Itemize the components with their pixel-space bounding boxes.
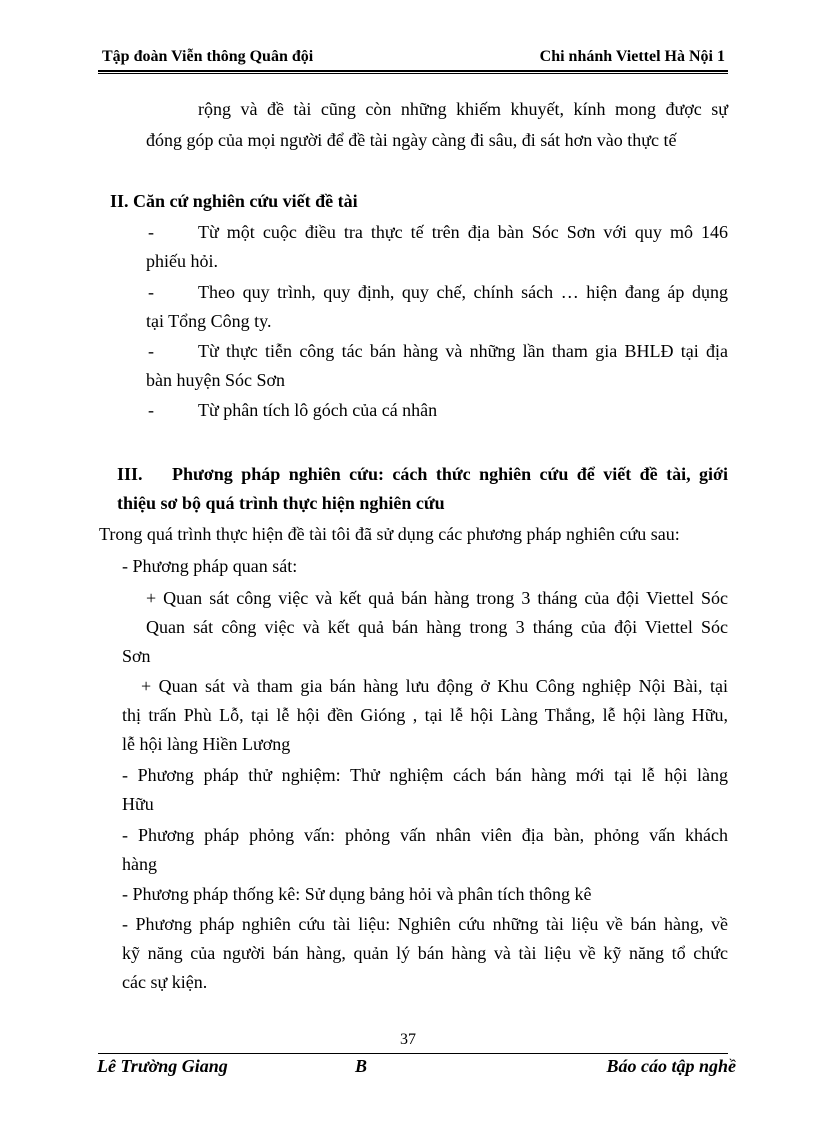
observe-b-line-1: + Quan sát và tham gia bán hàng lưu động ở Khu Công nghiệp Nội Bài, tại <box>141 676 728 696</box>
interview-line-2: hàng <box>122 854 157 874</box>
experiment-line-1: - Phương pháp thử nghiệm: Thử nghiệm cách bán hàng mới tại lễ hội làng <box>122 765 728 785</box>
header-branch: Chi nhánh Viettel Hà Nội 1 <box>539 48 725 65</box>
section-3-title-line-2: thiệu sơ bộ quá trình thực hiện nghiên cứu <box>117 493 445 513</box>
observe-a-line-2: Quan sát công việc và kết quả bán hàng trong 3 tháng của đội Viettel Sóc <box>146 617 728 637</box>
research-line-1: - Phương pháp nghiên cứu tài liệu: Nghiên cứu những tài liệu về bán hàng, về <box>122 914 728 934</box>
section-3-number: III. <box>117 464 143 484</box>
bullet-1-line-2: phiếu hỏi. <box>146 251 218 271</box>
page-number: 37 <box>400 1031 416 1048</box>
bullet-3-line-1: Từ thực tiễn công tác bán hàng và những lần tham gia BHLĐ tại địa <box>198 341 728 361</box>
header-rule <box>98 70 728 72</box>
bullet-2-line-2: tại Tổng Công ty. <box>146 311 272 331</box>
bullet-4-line-1: Từ phân tích lô góch của cá nhân <box>198 400 438 420</box>
bullet-dash: - <box>148 282 154 302</box>
footer-author: Lê Trường Giang <box>97 1056 228 1076</box>
footer-rule <box>98 1053 728 1054</box>
header-organization: Tập đoàn Viễn thông Quân đội <box>102 48 314 65</box>
bullet-1-line-1: Từ một cuộc điều tra thực tế trên địa bàn Sóc Sơn với quy mô 146 <box>198 222 728 242</box>
methods-intro: Trong quá trình thực hiện đề tài tôi đã sử dụng các phương pháp nghiên cứu sau: <box>99 524 680 544</box>
observe-b-line-3: lễ hội làng Hiền Lương <box>122 734 291 754</box>
observe-b-line-2: thị trấn Phù Lỗ, tại lễ hội đền Gióng , tại lễ hội Làng Thắng, lễ hội làng Hữu, <box>122 705 728 725</box>
footer-class: B <box>355 1056 368 1076</box>
header-rule-thin <box>98 73 728 74</box>
observe-a-line-1: + Quan sát công việc và kết quả bán hàng trong 3 tháng của đội Viettel Sóc <box>146 588 728 608</box>
bullet-2-line-1: Theo quy trình, quy định, quy chế, chính sách … hiện đang áp dụng <box>198 282 728 302</box>
statistics-line: - Phương pháp thống kê: Sử dụng bảng hỏi và phân tích thông kê <box>122 884 592 904</box>
observe-title: - Phương pháp quan sát: <box>122 556 298 576</box>
observe-a-line-3: Sơn <box>122 646 151 666</box>
section-3-title-line-1: Phương pháp nghiên cứu: cách thức nghiên cứu để viết đề tài, giới <box>172 464 728 484</box>
research-line-2: kỹ năng của người bán hàng, quản lý bán hàng và tài liệu về kỹ năng tổ chức <box>122 943 728 963</box>
bullet-3-line-2: bàn huyện Sóc Sơn <box>146 370 286 390</box>
bullet-dash: - <box>148 400 154 420</box>
footer-report-title: Báo cáo tập nghề <box>606 1056 736 1076</box>
bullet-dash: - <box>148 222 154 242</box>
intro-line-1: rộng và đề tài cũng còn những khiếm khuyết, kính mong được sự <box>198 99 728 119</box>
research-line-3: các sự kiện. <box>122 972 208 992</box>
experiment-line-2: Hữu <box>122 794 154 814</box>
intro-line-2: đóng góp của mọi người để đề tài ngày càng đi sâu, đi sát hơn vào thực tế <box>146 130 677 150</box>
section-2-title: II. Căn cứ nghiên cứu viết đề tài <box>110 191 358 211</box>
bullet-dash: - <box>148 341 154 361</box>
interview-line-1: - Phương pháp phỏng vấn: phỏng vấn nhân viên địa bàn, phỏng vấn khách <box>122 825 728 845</box>
